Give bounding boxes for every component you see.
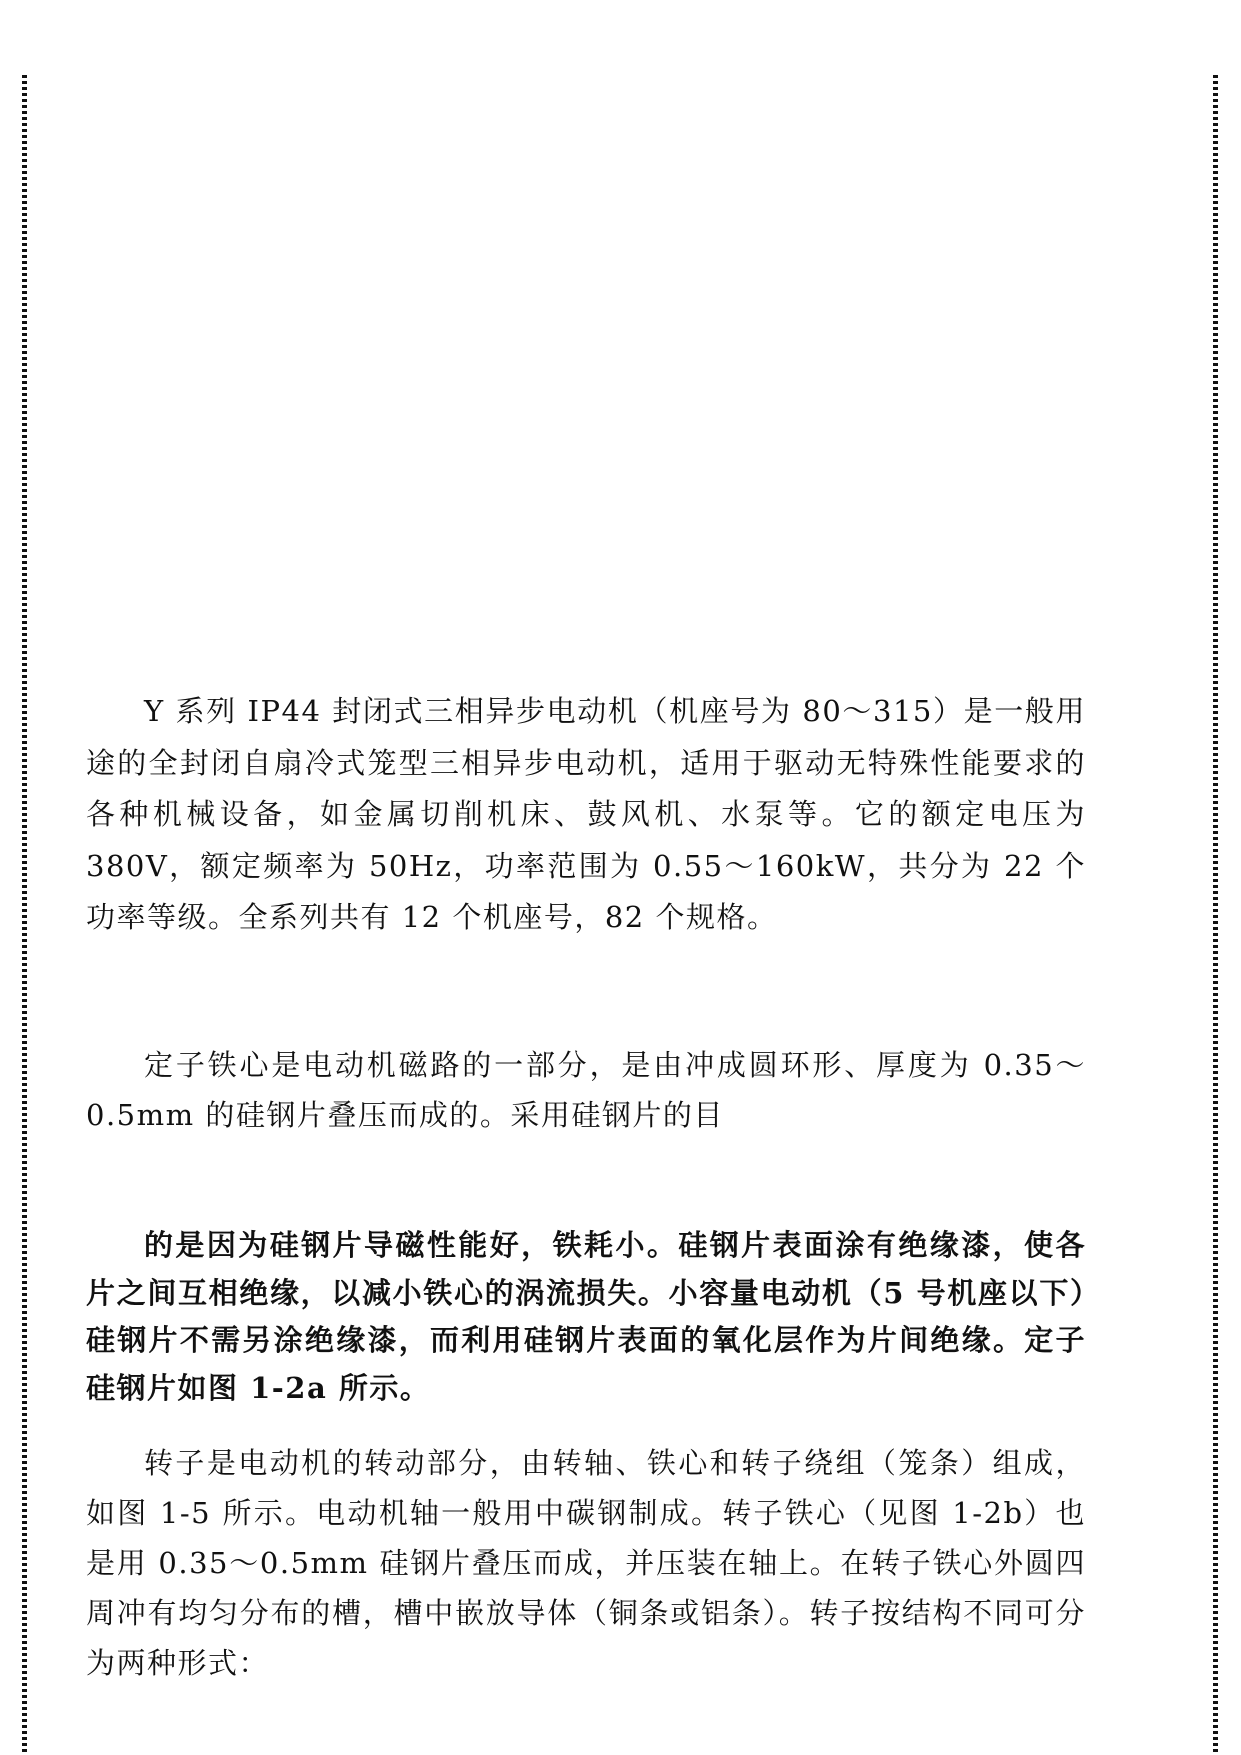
- paragraph-stator-core: 定子铁心是电动机磁路的一部分，是由冲成圆环形、厚度为 0.35～0.5mm 的硅钢片叠压而成的。采用硅钢片的目: [86, 1048, 1086, 1132]
- paragraph-rotor: 转子是电动机的转动部分，由转轴、铁心和转子绕组（笼条）组成，如图 1-5 所示。电动机轴一般用中碳钢制成。转子铁心（见图 1-2b）也是用 0.35～0.5mm 硅钢片叠压而成，并压装在轴上。在转子铁心外圆四周冲有均匀分布的槽，槽中嵌放导体（铜条或铝条）。转子按结构不同可分为两种形式：: [86, 1446, 1086, 1680]
- paragraph-silicon-steel: 的是因为硅钢片导磁性能好，铁耗小。硅钢片表面涂有绝缘漆，使各片之间互相绝缘，以减小铁心的涡流损失。小容量电动机（5 号机座以下）硅钢片不需另涂绝缘漆，而利用硅钢片表面的氧化层作为片间绝缘。定子硅钢片如图 1-2a 所示。: [86, 1228, 1086, 1405]
- paragraph-y-series-motor: Y 系列 IP44 封闭式三相异步电动机（机座号为 80～315）是一般用途的全封闭自扇冷式笼型三相异步电动机，适用于驱动无特殊性能要求的各种机械设备，如金属切削机床、鼓风机、水泵等。它的额定电压为 380V，额定频率为 50Hz，功率范围为 0.55～160kW，共分为 22 个功率等级。全系列共有 12 个机座号，82 个规格。: [86, 694, 1086, 934]
